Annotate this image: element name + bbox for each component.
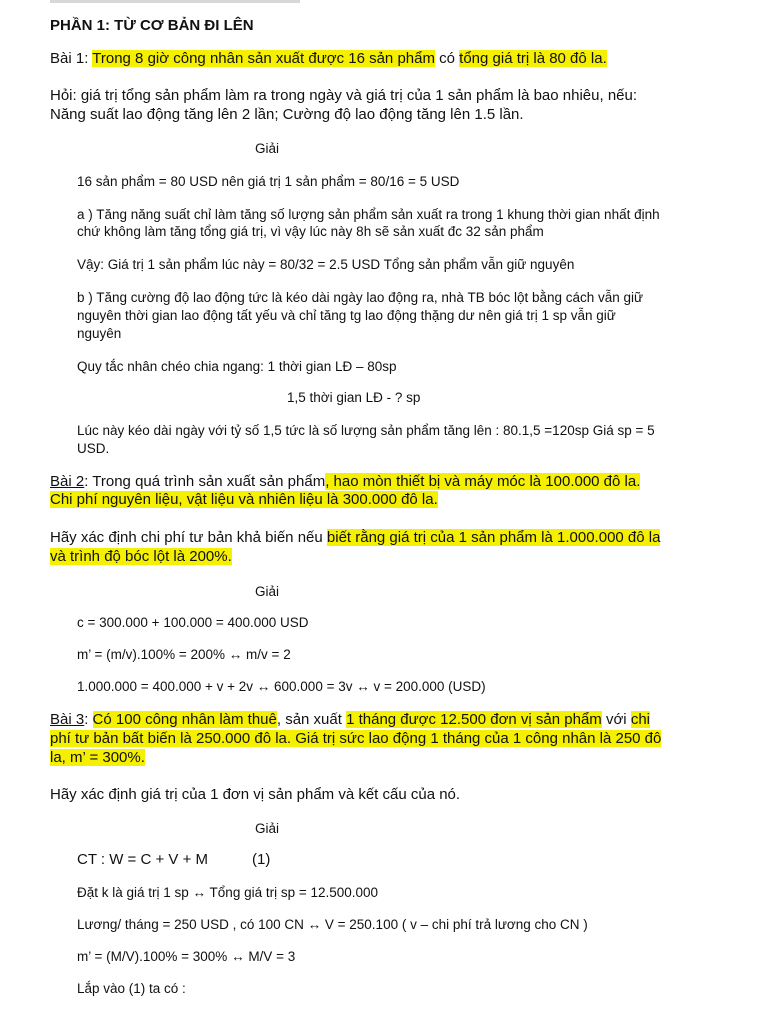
exercise-3-question: Hãy xác định giá trị của 1 đơn vị sản phẩm và kết cấu của nó. <box>50 786 461 803</box>
ex3-line-surplus-rate: m’ = (M/V).100% = 300% ↔ M/V = 3 <box>77 949 296 964</box>
ex1-part-b-line-1: b ) Tăng cường độ lao động tức là kéo dài ngày lao động ra, nhà TB bóc lột bằng cách vẫn giữ <box>77 290 644 305</box>
exercise-1-label: Bài 1: <box>50 50 89 67</box>
exercise-2-statement-line-1: Bài 2: Trong quá trình sản xuất sản phẩm, hao mòn thiết bị và máy móc là 100.000 đô la. <box>50 473 641 490</box>
ex3-line-wages: Lương/ tháng = 250 USD , có 100 CN ↔ V = 250.100 ( v – chi phí trả lương cho CN ) <box>77 917 588 932</box>
ex3-line-total-value: Đặt k là giá trị 1 sp ↔ Tổng giá trị sp = 12.500.000 <box>77 885 379 900</box>
ex1-part-a-line-1: a ) Tăng năng suất chỉ làm tăng số lượng sản phẩm sản xuất ra trong 1 khung thời gian nhất định <box>77 207 660 222</box>
exercise-3-solution-heading: Giải <box>255 821 280 836</box>
ex1-part-a-line-2: chứ không làm tăng tổng giá trị, vì vậy lúc này 8h sẽ sản xuất đc 32 sản phẩm <box>77 224 544 239</box>
exercise-1-statement: Bài 1: Trong 8 giờ công nhân sản xuất được 16 sản phẩm có tổng giá trị là 80 đô la. <box>50 50 607 67</box>
section-title: PHẦN 1: TỪ CƠ BẢN ĐI LÊN <box>50 17 254 34</box>
ex1-line-unit-price: 16 sản phẩm = 80 USD nên giá trị 1 sản phẩm = 80/16 = 5 USD <box>77 174 460 189</box>
exercise-2-label: Bài 2 <box>50 473 85 490</box>
exercise-3-label: Bài 3 <box>50 711 85 728</box>
ex1-rule-line-1: Quy tắc nhân chéo chia ngang: 1 thời gian LĐ – 80sp <box>77 359 397 374</box>
exercise-3-statement-line-3: la, m’ = 300%. <box>50 749 145 766</box>
exercise-1-question-line-2: Năng suất lao động tăng lên 2 lần; Cường độ lao động tăng lên 1.5 lần. <box>50 106 524 123</box>
ex2-equation-v: 1.000.000 = 400.000 + v + 2v ↔ 600.000 = 3v ↔ v = 200.000 (USD) <box>77 679 486 694</box>
exercise-2-solution-heading: Giải <box>255 584 280 599</box>
ex2-equation-c: c = 300.000 + 100.000 = 400.000 USD <box>77 615 309 630</box>
ex1-conclusion-a: Vậy: Giá trị 1 sản phẩm lúc này = 80/32 = 2.5 USD Tổng sản phẩm vẫn giữ nguyên <box>77 257 575 272</box>
exercise-3-statement-line-2: phí tư bản bất biến là 250.000 đô la. Giá trị sức lao động 1 tháng của 1 công nhân là 250 đô <box>50 730 662 747</box>
ex1-result-line-1: Lúc này kéo dài ngày với tỷ số 1,5 tức là số lượng sản phẩm tăng lên : 80.1,5 =120sp Giá sp = 5 <box>77 423 655 438</box>
ex1-part-b-line-3: nguyên <box>77 326 122 341</box>
exercise-3-statement-line-1: Bài 3: Có 100 công nhân làm thuê, sản xuất 1 tháng được 12.500 đơn vị sản phẩm với chi <box>50 711 650 728</box>
ex3-formula-number: (1) <box>252 851 271 868</box>
exercise-2-question-line-2: và trình độ bóc lột là 200%. <box>50 548 232 565</box>
ex3-formula: CT : W = C + V + M <box>77 851 209 868</box>
exercise-1-question-line-1: Hỏi: giá trị tổng sản phẩm làm ra trong ngày và giá trị của 1 sản phẩm là bao nhiêu, nếu: <box>50 87 638 104</box>
ex1-result-line-2: USD. <box>77 441 110 456</box>
ex2-equation-m: m’ = (m/v).100% = 200% ↔ m/v = 2 <box>77 647 291 662</box>
exercise-2-question-line-1: Hãy xác định chi phí tư bản khả biến nếu biết rằng giá trị của 1 sản phẩm là 1.000.000 đô la <box>50 529 661 546</box>
top-cut-line <box>50 0 300 3</box>
exercise-2-statement-line-2: Chi phí nguyên liệu, vật liệu và nhiên liệu là 300.000 đô la. <box>50 491 438 508</box>
ex1-rule-line-2: 1,5 thời gian LĐ - ? sp <box>287 390 421 405</box>
exercise-1-solution-heading: Giải <box>255 141 280 156</box>
ex1-part-b-line-2: nguyên thời gian lao động tất yếu và chỉ tăng tg lao động thặng dư nên giá trị 1 sp vẫn giữ <box>77 308 616 323</box>
ex3-line-substitute: Lắp vào (1) ta có : <box>77 981 186 996</box>
